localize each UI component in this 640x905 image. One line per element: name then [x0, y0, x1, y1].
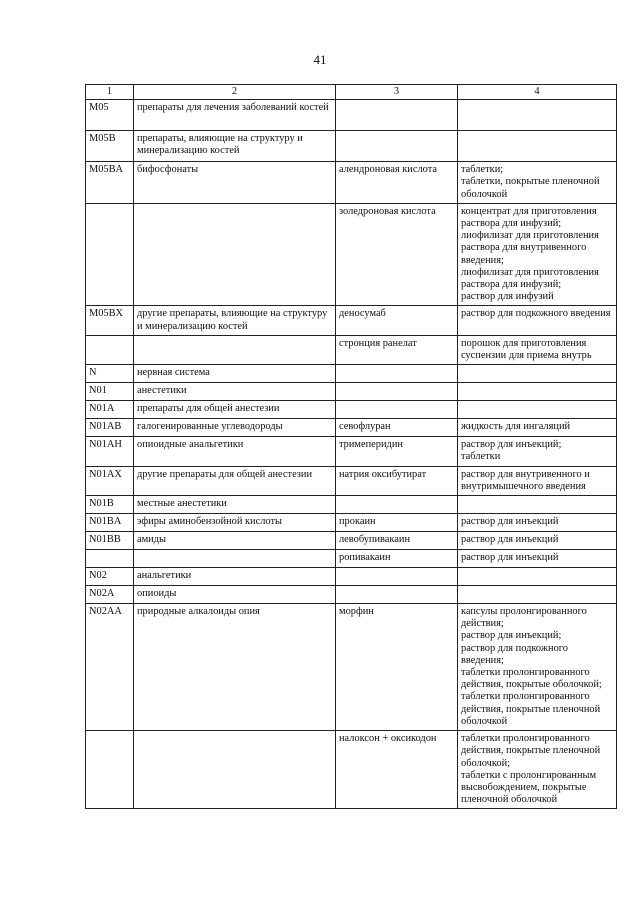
group-name: анестетики [134, 383, 336, 401]
drug-name [336, 401, 458, 419]
dosage-forms [458, 365, 617, 383]
atc-code: M05BX [86, 306, 134, 335]
atc-code: N02A [86, 586, 134, 604]
group-name: опиоиды [134, 586, 336, 604]
atc-code: N01B [86, 496, 134, 514]
table-header-row [86, 85, 617, 100]
dosage-form: раствор для внутривенного и внутримышечного введения [461, 468, 590, 492]
drug-name: стронция ранелат [336, 335, 458, 364]
atc-code: M05BA [86, 162, 134, 204]
table-row [86, 335, 617, 364]
dosage-forms [458, 586, 617, 604]
dosage-forms [458, 306, 617, 335]
table-row [86, 532, 617, 550]
atc-code: N02AA [86, 604, 134, 731]
atc-code [86, 731, 134, 809]
group-name: анальгетики [134, 568, 336, 586]
drug-name: прокаин [336, 514, 458, 532]
group-name: другие препараты для общей анестезии [134, 466, 336, 495]
dosage-form: раствор для подкожного введения [461, 308, 611, 320]
table-row [86, 162, 617, 204]
table-row [86, 100, 617, 131]
group-name: амиды [134, 532, 336, 550]
dosage-form: раствор для инъекций [461, 552, 559, 564]
table-row [86, 306, 617, 335]
group-name: нервная система [134, 365, 336, 383]
drug-name: тримеперидин [336, 437, 458, 466]
dosage-form: таблетки; [461, 164, 504, 176]
page-number: 41 [313, 52, 327, 67]
drug-name [336, 383, 458, 401]
dosage-form: лиофилизат для приготовления раствора для инфузий; [461, 266, 599, 291]
atc-code: N01AX [86, 466, 134, 495]
dosage-forms [458, 131, 617, 162]
dosage-form: таблетки [461, 451, 501, 463]
drug-name: морфин [336, 604, 458, 731]
column-header: 1 [86, 85, 134, 100]
group-name: опиоидные анальгетики [134, 437, 336, 466]
drug-name: ропивакаин [336, 550, 458, 568]
dosage-forms [458, 437, 617, 466]
drug-name: левобупивакаин [336, 532, 458, 550]
group-name [134, 731, 336, 809]
dosage-form: капсулы пролонгированного действия; [461, 606, 587, 630]
atc-code: M05B [86, 131, 134, 162]
drug-name [336, 131, 458, 162]
dosage-form: раствор для инъекций [461, 534, 559, 546]
dosage-forms [458, 496, 617, 514]
drug-classification-table [85, 84, 617, 809]
dosage-form: таблетки пролонгированного действия, покрытые пленочной оболочкой [461, 691, 601, 727]
table-row [86, 383, 617, 401]
group-name: природные алкалоиды опия [134, 604, 336, 731]
group-name: препараты для общей анестезии [134, 401, 336, 419]
table-row [86, 731, 617, 809]
dosage-forms [458, 604, 617, 731]
dosage-form: лиофилизат для приготовления раствора для внутривенного введения; [461, 230, 599, 266]
dosage-form: концентрат для приготовления раствора для инфузий; [461, 205, 597, 230]
atc-code: M05 [86, 100, 134, 131]
drug-name: алендроновая кислота [336, 162, 458, 204]
dosage-form: таблетки пролонгированного действия, покрытые оболочкой; [461, 667, 602, 691]
atc-code [86, 335, 134, 364]
dosage-forms [458, 514, 617, 532]
drug-name: золедроновая кислота [336, 203, 458, 306]
table-row [86, 514, 617, 532]
dosage-forms [458, 532, 617, 550]
atc-code: N01AH [86, 437, 134, 466]
table-row [86, 203, 617, 306]
atc-code [86, 550, 134, 568]
group-name: местные анестетики [134, 496, 336, 514]
table-row [86, 419, 617, 437]
table-row [86, 365, 617, 383]
table-row [86, 496, 617, 514]
column-header: 3 [336, 85, 458, 100]
table-row [86, 437, 617, 466]
atc-code: N01BA [86, 514, 134, 532]
dosage-forms [458, 466, 617, 495]
group-name: препараты, влияющие на структуру и минерализацию костей [134, 131, 336, 162]
atc-code: N02 [86, 568, 134, 586]
dosage-form: порошок для приготовления суспензии для приема внутрь [461, 337, 592, 362]
column-header: 2 [134, 85, 336, 100]
dosage-forms [458, 419, 617, 437]
drug-name [336, 496, 458, 514]
dosage-forms [458, 731, 617, 809]
group-name: бифосфонаты [134, 162, 336, 204]
dosage-form: раствор для инъекций; [461, 439, 562, 451]
dosage-form: раствор для подкожного введения; [461, 642, 568, 666]
dosage-form: таблетки, покрытые пленочной оболочкой [461, 176, 600, 200]
dosage-form: таблетки с пролонгированным высвобождением, покрытые пленочной оболочкой [461, 769, 597, 806]
dosage-forms [458, 568, 617, 586]
dosage-forms [458, 162, 617, 204]
group-name: эфиры аминобензойной кислоты [134, 514, 336, 532]
group-name: галогенированные углеводороды [134, 419, 336, 437]
drug-name: деносумаб [336, 306, 458, 335]
dosage-form: раствор для инфузий [461, 291, 554, 303]
drug-name [336, 568, 458, 586]
atc-code: N01A [86, 401, 134, 419]
drug-name [336, 100, 458, 131]
dosage-form: раствор для инъекций; [461, 630, 562, 642]
table-row [86, 550, 617, 568]
table-row [86, 568, 617, 586]
atc-code: N01 [86, 383, 134, 401]
group-name: другие препараты, влияющие на структуру и минерализацию костей [134, 306, 336, 335]
drug-name [336, 365, 458, 383]
group-name: препараты для лечения заболеваний костей [134, 100, 336, 131]
dosage-forms [458, 550, 617, 568]
dosage-forms [458, 401, 617, 419]
group-name [134, 203, 336, 306]
table-row [86, 131, 617, 162]
atc-code: N01BB [86, 532, 134, 550]
dosage-forms [458, 100, 617, 131]
group-name [134, 335, 336, 364]
dosage-forms [458, 383, 617, 401]
dosage-form: раствор для инъекций [461, 516, 559, 528]
dosage-forms [458, 335, 617, 364]
group-name [134, 550, 336, 568]
table-row [86, 604, 617, 731]
dosage-forms [458, 203, 617, 306]
table-row [86, 586, 617, 604]
drug-name: налоксон + оксикодон [336, 731, 458, 809]
atc-code: N [86, 365, 134, 383]
atc-code: N01AB [86, 419, 134, 437]
table-row [86, 466, 617, 495]
table-row [86, 401, 617, 419]
dosage-form: жидкость для ингаляций [461, 421, 571, 433]
drug-name [336, 586, 458, 604]
atc-code [86, 203, 134, 306]
drug-name: натрия оксибутират [336, 466, 458, 495]
dosage-form: таблетки пролонгированного действия, покрытые пленочной оболочкой; [461, 733, 601, 769]
drug-name: севофлуран [336, 419, 458, 437]
column-header: 4 [458, 85, 617, 100]
